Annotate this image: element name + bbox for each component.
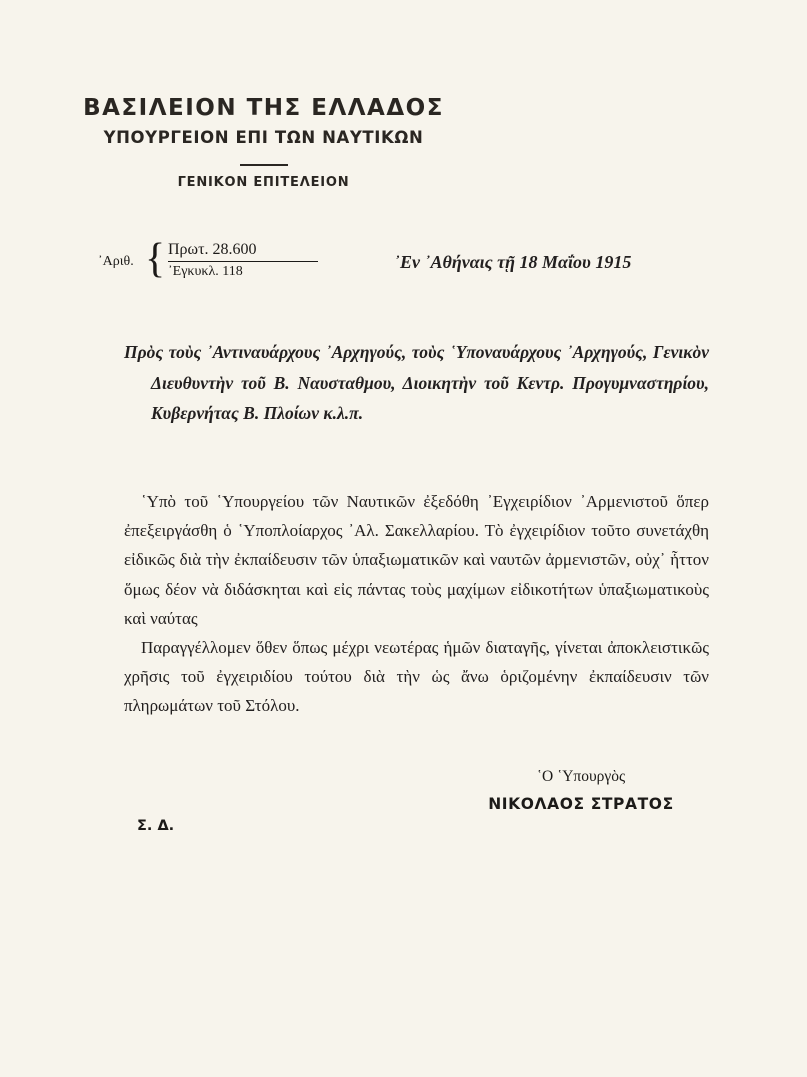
kingdom-title: ΒΑΣΙΛΕΙΟΝ ΤΗΣ ΕΛΛΑΔΟΣ — [83, 95, 444, 121]
ministry-title: ΥΠΟΥΡΓΕΙΟΝ ΕΠΙ ΤΩΝ ΝΑΥΤΙΚΩΝ — [103, 128, 424, 147]
signatory-title: ῾Ο ῾Υπουργὸς — [536, 768, 626, 785]
letter-body — [124, 487, 709, 721]
initials: Σ. Δ. — [137, 818, 175, 834]
signature-block — [476, 765, 686, 817]
dateline: ᾿Εν ᾿Αθήναις τῇ 18 Μαΐου 1915 — [394, 252, 632, 272]
reference-numbers — [168, 239, 318, 282]
brace-icon: { — [145, 236, 166, 282]
signatory-name: ΝΙΚΟΛΑΟΣ ΣΤΡΑΤΟΣ — [488, 795, 674, 813]
heading-divider — [240, 164, 288, 166]
addressees: Πρὸς τοὺς ᾿Αντιναυάρχους ᾿Αρχηγούς, τοὺς ῾Υποναυάρχους ᾿Αρχηγούς, Γενικὸν Διευθυντὴν τοῦ Β. Ναυσταθμου, Διοικητὴν τοῦ Κεντρ. Προγυμναστηρίου, Κυβερνήτας Β. Πλοίων κ.λ.π. — [124, 342, 709, 423]
department-title: ΓΕΝΙΚΟΝ ΕΠΙΤΕΛΕΙΟΝ — [177, 175, 350, 190]
protocol-number: Πρωτ. 28.600 — [168, 241, 257, 258]
body-paragraph: ῾Υπὸ τοῦ ῾Υπουργείου τῶν Ναυτικῶν ἐξεδόθη ᾿Εγχειρίδιον ᾿Αρμενιστοῦ ὅπερ ἐπεξειργάσθη ὁ ῾Υποπλοίαρχος ᾿Αλ. Σακελλαρίου. Τὸ ἐγχειρίδιον τοῦτο συνετάχθη εἰδικῶς διὰ τὴν ἐκπαίδευσιν τῶν ὑπαξιωματικῶν καὶ ναυτῶν ἀρμενιστῶν, οὐχ᾿ ἧττον ὅμως δέον νὰ διδάσκηται καὶ εἰς πάντας τοὺς μαχίμων εἰδικοτήτων ὑπαξιωματικοὺς καὶ ναύτας — [124, 492, 709, 628]
body-paragraph: Παραγγέλλομεν ὅθεν ὅπως μέχρι νεωτέρας ἡμῶν διαταγῆς, γίνεται ἀποκλειστικῶς χρῆσις τοῦ ἐγχειριδίου τούτου διὰ τὴν ὡς ἄνω ὁριζομένην ἐκπαίδευσιν τῶν πληρωμάτων τοῦ Στόλου. — [124, 638, 709, 716]
reference-label: ᾿Αριθ. — [98, 254, 134, 269]
circular-number: ᾿Εγκυκλ. 118 — [168, 261, 318, 282]
letterhead — [0, 94, 527, 190]
